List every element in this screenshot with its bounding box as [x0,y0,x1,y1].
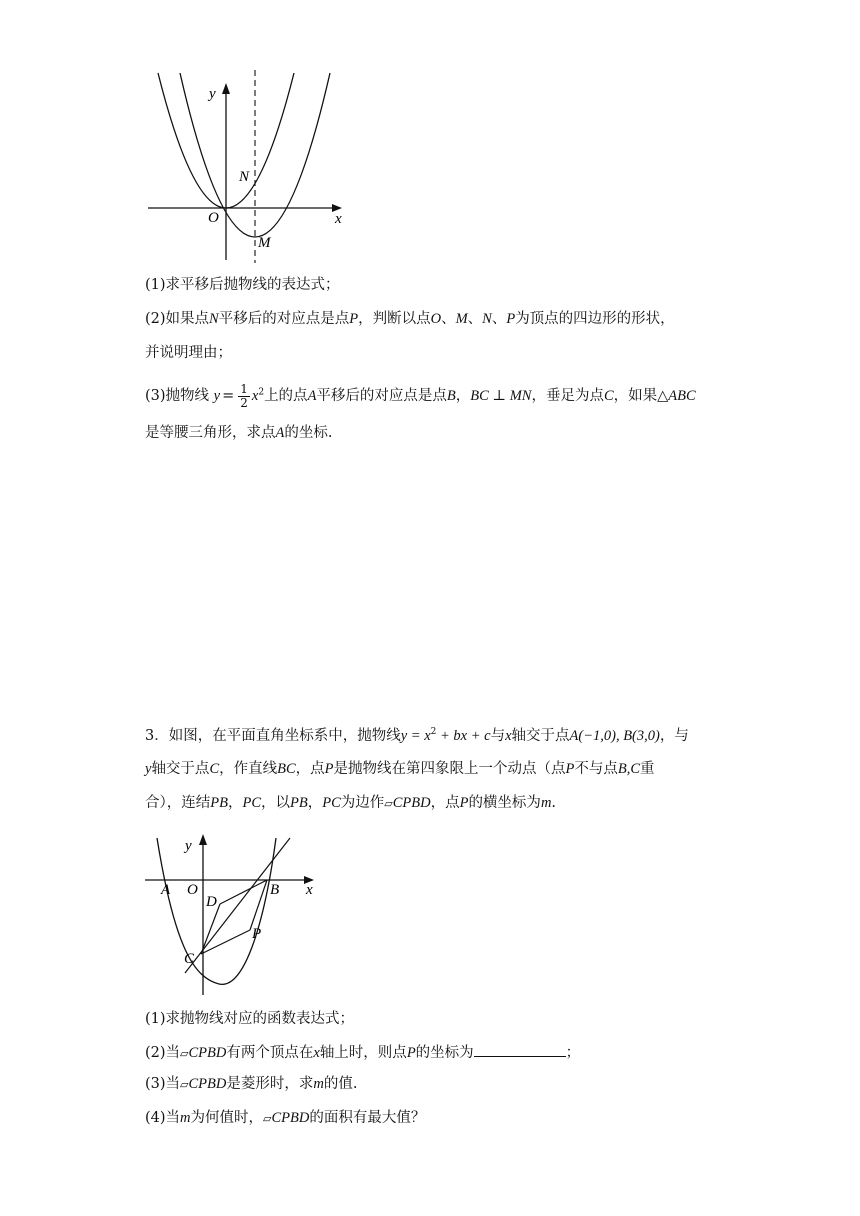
fraction-one-half: $\frac{1}{2}$ [240,382,248,410]
fig2-line-bc [185,838,290,973]
q2-part3-line2: 是等腰三角形，求点A的坐标. [145,425,333,441]
fig2-d-label: D [206,894,217,910]
fig2-x-label: x [306,882,313,898]
q2-part3: (3)抛物线 y = $\frac{1}{2}$ $x^2$上的点A平移后的对应点是点B，BC ⊥ MN，垂足为点C，如果△ABC [145,382,696,410]
fig2-parabola [157,838,276,984]
fig2-y-label: y [185,838,192,854]
q3-stem-line3: 合），连结PB，PC，以PB，PC为边作▱CPBD，点P的横坐标为m. [145,795,557,811]
figure-parallelogram [140,830,340,1000]
q3-stem-line1: 3．如图，在平面直角坐标系中，抛物线$y = x^2$ + bx + c与x轴交于点A(−1,0), B(3,0)，与 [145,727,689,744]
q3-part1: (1)求抛物线对应的函数表达式； [145,1011,355,1027]
fig2-o-label: O [187,882,198,898]
y-axis-arrow [222,83,230,94]
fig1-origin-label: O [208,210,219,226]
fig1-x-label: x [335,211,342,227]
q2-part2-line2: 并说明理由； [145,345,232,361]
fig2-b-label: B [270,882,280,898]
fig2-y-axis-arrow [199,834,207,845]
answer-blank[interactable] [474,1044,566,1057]
q2-part2: (2)如果点N平移后的对应点是点P，判断以点O、M、N、P为顶点的四边形的形状， [145,311,675,327]
fig1-y-label: y [209,86,216,102]
fig1-n-label: N [239,169,250,185]
q3-part4: (4)当m为何值时，▱CPBD的面积有最大值？ [145,1110,426,1126]
q3-part3: (3)当▱CPBD是菱形时，求m的值. [145,1076,358,1092]
fig2-p-label: P [252,926,262,942]
fig2-a-label: A [161,882,171,898]
q3-stem-line2: y轴交于点C，作直线BC，点P是抛物线在第四象限上一个动点（点P不与点B,C重 [145,761,655,777]
fig1-m-label: M [258,235,271,251]
q2-part1: (1)求平移后抛物线的表达式； [145,277,340,293]
fig2-c-label: C [184,951,195,967]
figure-parabolas [140,65,360,265]
q3-part2: (2)当▱CPBD有两个顶点在x轴上时，则点P的坐标为 ； [145,1045,581,1061]
